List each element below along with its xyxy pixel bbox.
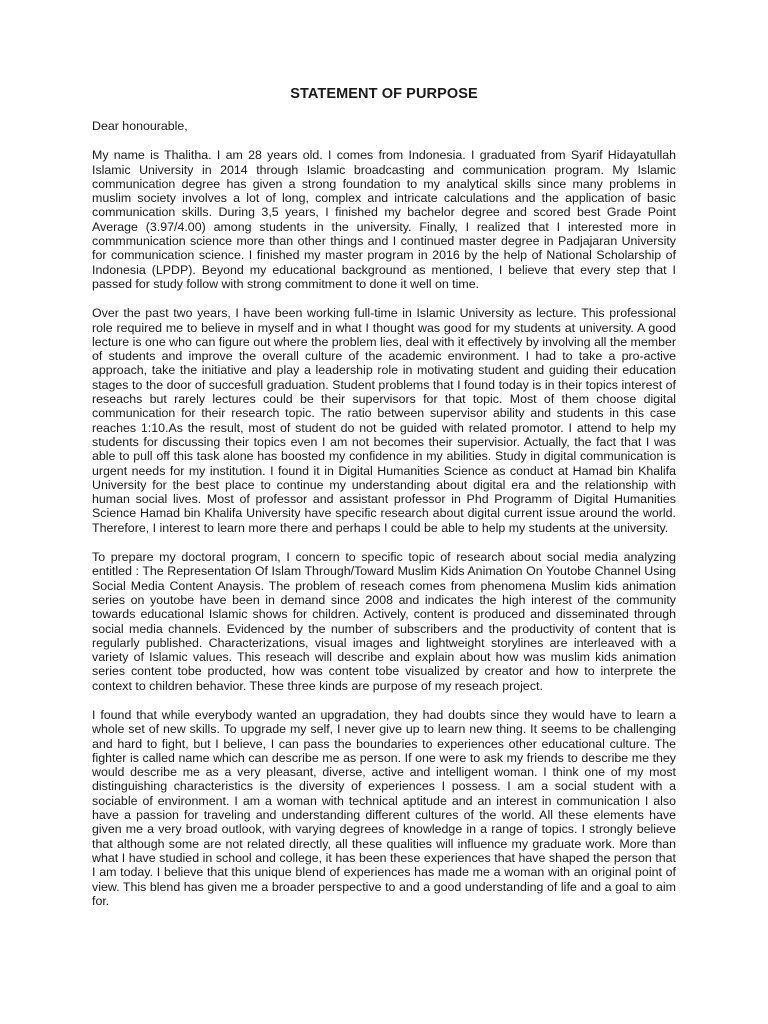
- paragraph-work-experience: Over the past two years, I have been working full-time in Islamic University as lecture. This professional role required me to believe in myself and in what I thought was good for my students at university. A good lecture is one who can figure out where the problem lies, deal with it effectively by involving all the member of students and improve the overall culture of the academic environment. I had to take a pro-active approach, take the initiative and play a leadership role in motivating student and guiding their education stages to the door of succesfull graduation. Student problems that I found today is in their topics interest of reseachs but rarely lectures could be their supervisors for that topic. Most of them choose digital communication for their research topic. The ratio between supervisor ability and students in this case reaches 1:10.As the result, most of student do not be guided with related promotor. I attend to help my students for discussing their topics even I am not becomes their supervisior. Actually, the fact that I was able to pull off this task alone has boosted my confidence in my abilities. Study in digital communication is urgent needs for my institution. I found it in Digital Humanities Science as conduct at Hamad bin Khalifa University for the best place to continue my understanding about digital era and the relationship with human social lives. Most of professor and assistant professor in Phd Programm of Digital Humanities Science Hamad bin Khalifa University have specific research about digital current issue around the world. Therefore, I interest to learn more there and perhaps I could be able to help my students at the university.: [92, 306, 676, 535]
- paragraph-research-plan: To prepare my doctoral program, I concern to specific topic of research about social media analyzing entitled : The Representation Of Islam Through/Toward Muslim Kids Animation On Youtobe Channel Using Social Media Content Anaysis. The problem of reseach comes from phenomena Muslim kids animation series on youtobe have been in demand since 2008 and indicates the high interest of the community towards educational Islamic shows for children. Actively, content is produced and disseminated through social media channels. Evidenced by the number of subscribers and the productivity of content that is regularly published. Characterizations, visual images and lightweight storylines are interleaved with a variety of Islamic values. This reseach will describe and explain about how was muslim kids animation series content tobe producted, how was content tobe visualized by creator and how to interprete the context to children behavior. These three kinds are purpose of my reseach project.: [92, 550, 676, 693]
- paragraph-personal-qualities: I found that while everybody wanted an upgradation, they had doubts since they would have to learn a whole set of new skills. To upgrade my self, I never give up to learn new thing. It seems to be challenging and hard to fight, but I believe, I can pass the boundaries to experiences other educational culture. The fighter is called name which can describe me as person. If one were to ask my friends to describe me they would describe me as a very pleasant, diverse, active and intelligent woman. I think one of my most distinguishing characteristics is the diversity of experiences I possess. I am a social student with a sociable of environment. I am a woman with technical aptitude and an interest in communication I also have a passion for traveling and understanding different cultures of the world. All these elements have given me a very broad outlook, with varying degrees of knowledge in a range of topics. I strongly believe that although some are not related directly, all these qualities will influence my graduate work. More than what I have studied in school and college, it has been these experiences that have shaped the person that I am today. I believe that this unique blend of experiences has made me a woman with an original point of view. This blend has given me a broader perspective to and a good understanding of life and a goal to aim for.: [92, 707, 676, 908]
- paragraph-education: My name is Thalitha. I am 28 years old. I comes from Indonesia. I graduated from Syarif Hidayatullah Islamic University in 2014 through Islamic broadcasting and communication program. My Islamic communication degree has given a strong foundation to my analytical skills since many problems in muslim society involves a lot of long, complex and intricate calculations and the application of basic communication skills. During 3,5 years, I finished my bachelor degree and scored best Grade Point Average (3.97/4.00) among students in the university. Finally, I realized that I interested more in commmunication science more than other things and I continued master degree in Padjajaran University for communication science. I finished my master program in 2016 by the help of National Scholarship of Indonesia (LPDP). Beyond my educational background as mentioned, I believe that every step that I passed for study follow with strong commitment to done it well on time.: [92, 148, 676, 291]
- salutation: Dear honourable,: [92, 119, 188, 133]
- document-title: STATEMENT OF PURPOSE: [290, 86, 478, 102]
